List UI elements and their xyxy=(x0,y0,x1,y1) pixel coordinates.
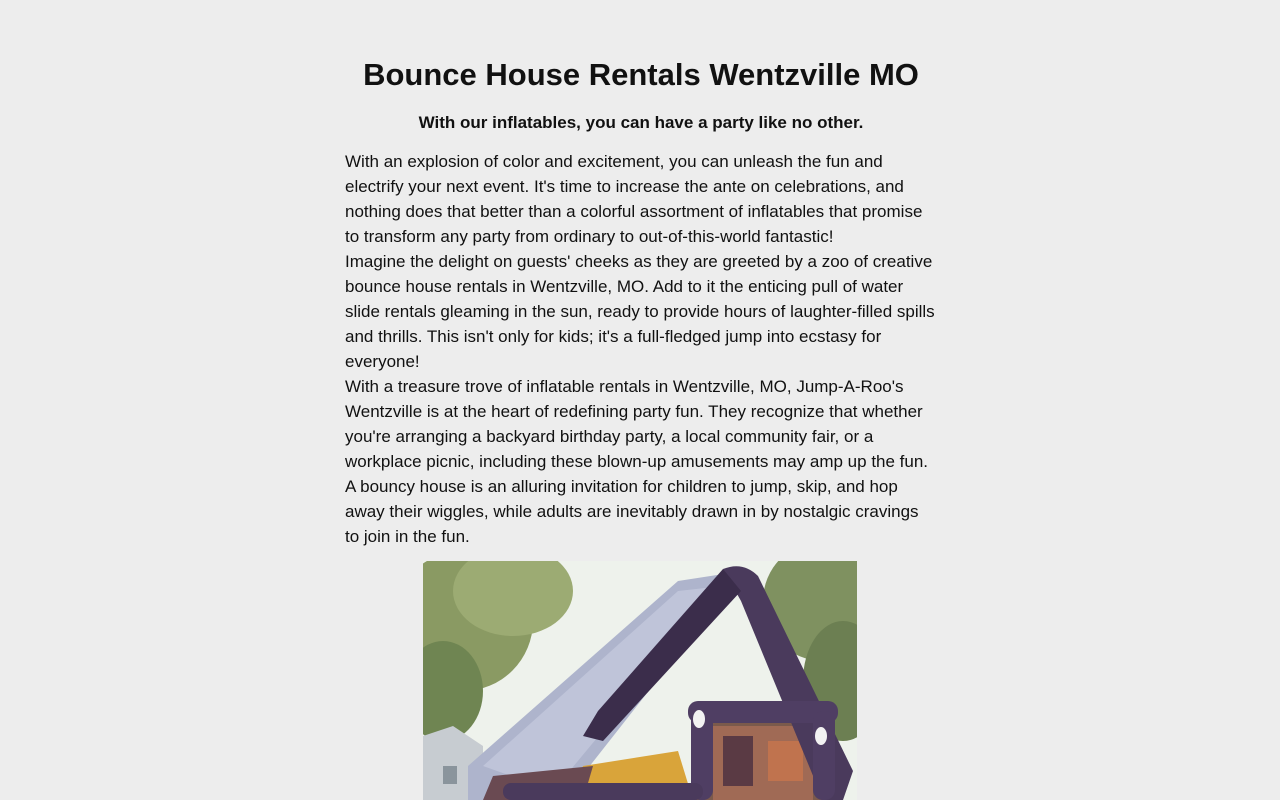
page-title: Bounce House Rentals Wentzville MO xyxy=(363,57,919,92)
article-body xyxy=(345,149,937,549)
bounce-house-illustration xyxy=(423,561,857,800)
article xyxy=(345,48,937,549)
page-subtitle: With our inflatables, you can have a party like no other. xyxy=(418,113,864,132)
bounce-house-photo xyxy=(423,561,857,800)
paragraph-1: With an explosion of color and excitement, you can unleash the fun and electrify your next event. It's time to increase the ante on celebrations, and nothing does that better than a colorful assortment of inflatables that promise to transform any party from ordinary to out-of-this-world fantastic! xyxy=(345,152,923,246)
paragraph-2: Imagine the delight on guests' cheeks as they are greeted by a zoo of creative bounce house rentals in Wentzville, MO. Add to it the enticing pull of water slide rentals gleaming in the sun, ready to provide hours of laughter-filled spills and thrills. This isn't only for kids; it's a full-fledged jump into ecstasy for everyone! xyxy=(345,252,935,371)
paragraph-3: With a treasure trove of inflatable rentals in Wentzville, MO, Jump-A-Roo's Wentzville is at the heart of redefining party fun. They recognize that whether you're arranging a backyard birthday party, a local community fair, or a workplace picnic, including these blown-up amusements may amp up the fun. A bouncy house is an alluring invitation for children to jump, skip, and hop away their wiggles, while adults are inevitably drawn in by nostalgic cravings to join in the fun. xyxy=(345,377,929,546)
